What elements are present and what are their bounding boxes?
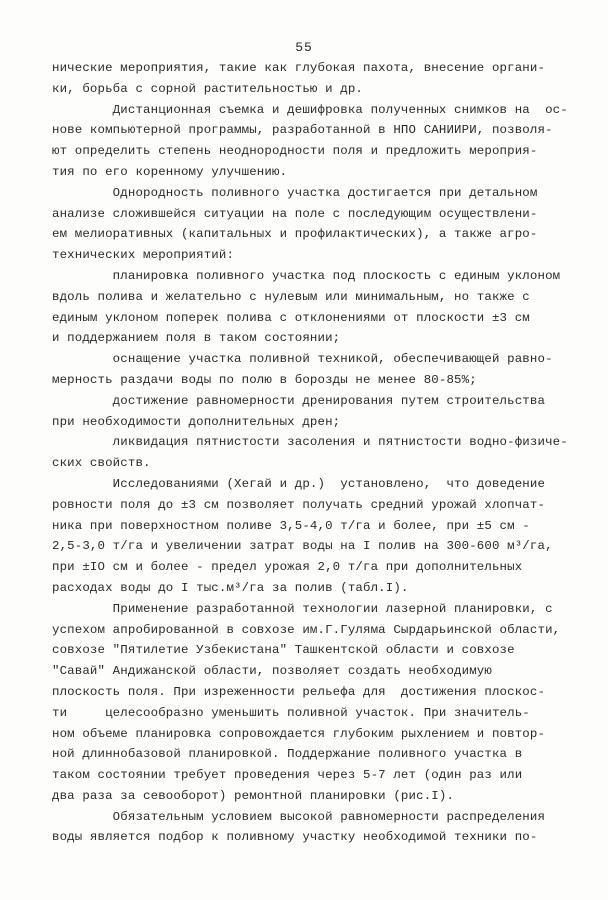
text-line: Однородность поливного участка достигается при детальном	[52, 185, 538, 200]
text-line: нове компьютерной программы, разработанной в НПО САНИИРИ, позволя-	[52, 123, 553, 138]
text-line: Исследованиями (Хегай и др.) установлено, что доведение	[52, 476, 546, 491]
text-line: оснащение участка поливной техникой, обеспечивающей равно-	[52, 352, 553, 367]
text-line: ном объеме планировка сопровождается глубоким рыхлением и повтор-	[52, 726, 546, 741]
text-line: и поддержанием поля в таком состоянии;	[52, 331, 341, 346]
text-line: Дистанционная съемка и дешифровка полученных снимков на ос-	[52, 102, 568, 117]
text-line: Обязательным условием высокой равномерности распределения	[52, 809, 546, 824]
text-line: Применение разработанной технологии лазерной планировки, с	[52, 601, 553, 616]
text-line: "Савай" Андижанской области, позволяет создать необходимую	[52, 664, 492, 679]
text-line: ют определить степень неоднородности поля и предложить мероприя-	[52, 144, 538, 159]
text-line: расходах воды до I тыс.м³/га за полив (табл.I).	[52, 580, 409, 595]
text-line: ной длиннобазовой планировкой. Поддержание поливного участка в	[52, 747, 523, 762]
text-line: ских свойств.	[52, 456, 151, 471]
text-line: нические мероприятия, такие как глубокая пахота, внесение органи-	[52, 61, 546, 75]
text-line: вдоль полива и желательно с нулевым или минимальным, но также с	[52, 289, 530, 304]
text-line: два раза за севооборот) ремонтной планировки (рис.I).	[52, 788, 455, 803]
text-line: при необходимости дополнительных дрен;	[52, 414, 341, 429]
text-line: воды является подбор к поливному участку необходимой техники по-	[52, 830, 538, 845]
text-line: ликвидация пятнистости засоления и пятнистости водно-физиче-	[52, 435, 568, 450]
page-number: 55	[295, 40, 313, 55]
text-line: ем мелиоративных (капитальных и профилактических), а также агро-	[52, 227, 538, 242]
text-line: при ±IO см и более - предел урожая 2,0 т/га при дополнительных	[52, 560, 523, 575]
text-line: плоскость поля. При изреженности рельефа для достижения плоскос-	[52, 684, 546, 699]
text-line: ника при поверхностном поливе 3,5-4,0 т/га и более, при ±5 см -	[52, 518, 530, 533]
text-line: 2,5-3,0 т/га и увеличении затрат воды на I полив на 300-600 м³/га,	[52, 539, 553, 554]
text-line: совхозе "Пятилетие Узбекистана" Ташкентской области и совхозе	[52, 643, 515, 658]
text-line: планировка поливного участка под плоскость с единым уклоном	[52, 268, 561, 283]
text-line: достижение равномерности дренирования путем строительства	[52, 393, 546, 408]
text-line: успехом апробированной в совхозе им.Г.Гуляма Сырдарьинской области,	[52, 622, 561, 637]
text-line: ти целесообразно уменьшить поливной участок. При значитель-	[52, 705, 530, 720]
text-line: ки, борьба с сорной растительностью и др.	[52, 81, 364, 96]
text-line: таком состоянии требует проведения через 5-7 лет (один раз или	[52, 768, 523, 783]
body-text	[52, 58, 572, 848]
text-line: ровности поля до ±3 см позволяет получать средний урожай хлопчат-	[52, 497, 546, 512]
text-line: технических мероприятий:	[52, 248, 235, 263]
text-line: тия по его коренному улучшению.	[52, 164, 288, 179]
text-line: мерность раздачи воды по полю в борозды не менее 80-85%;	[52, 372, 477, 387]
text-line: анализе сложившейся ситуации на поле с последующим осуществлени-	[52, 206, 538, 221]
text-line: единым уклоном поперек полива с отклонениями от плоскости ±3 см	[52, 310, 530, 325]
